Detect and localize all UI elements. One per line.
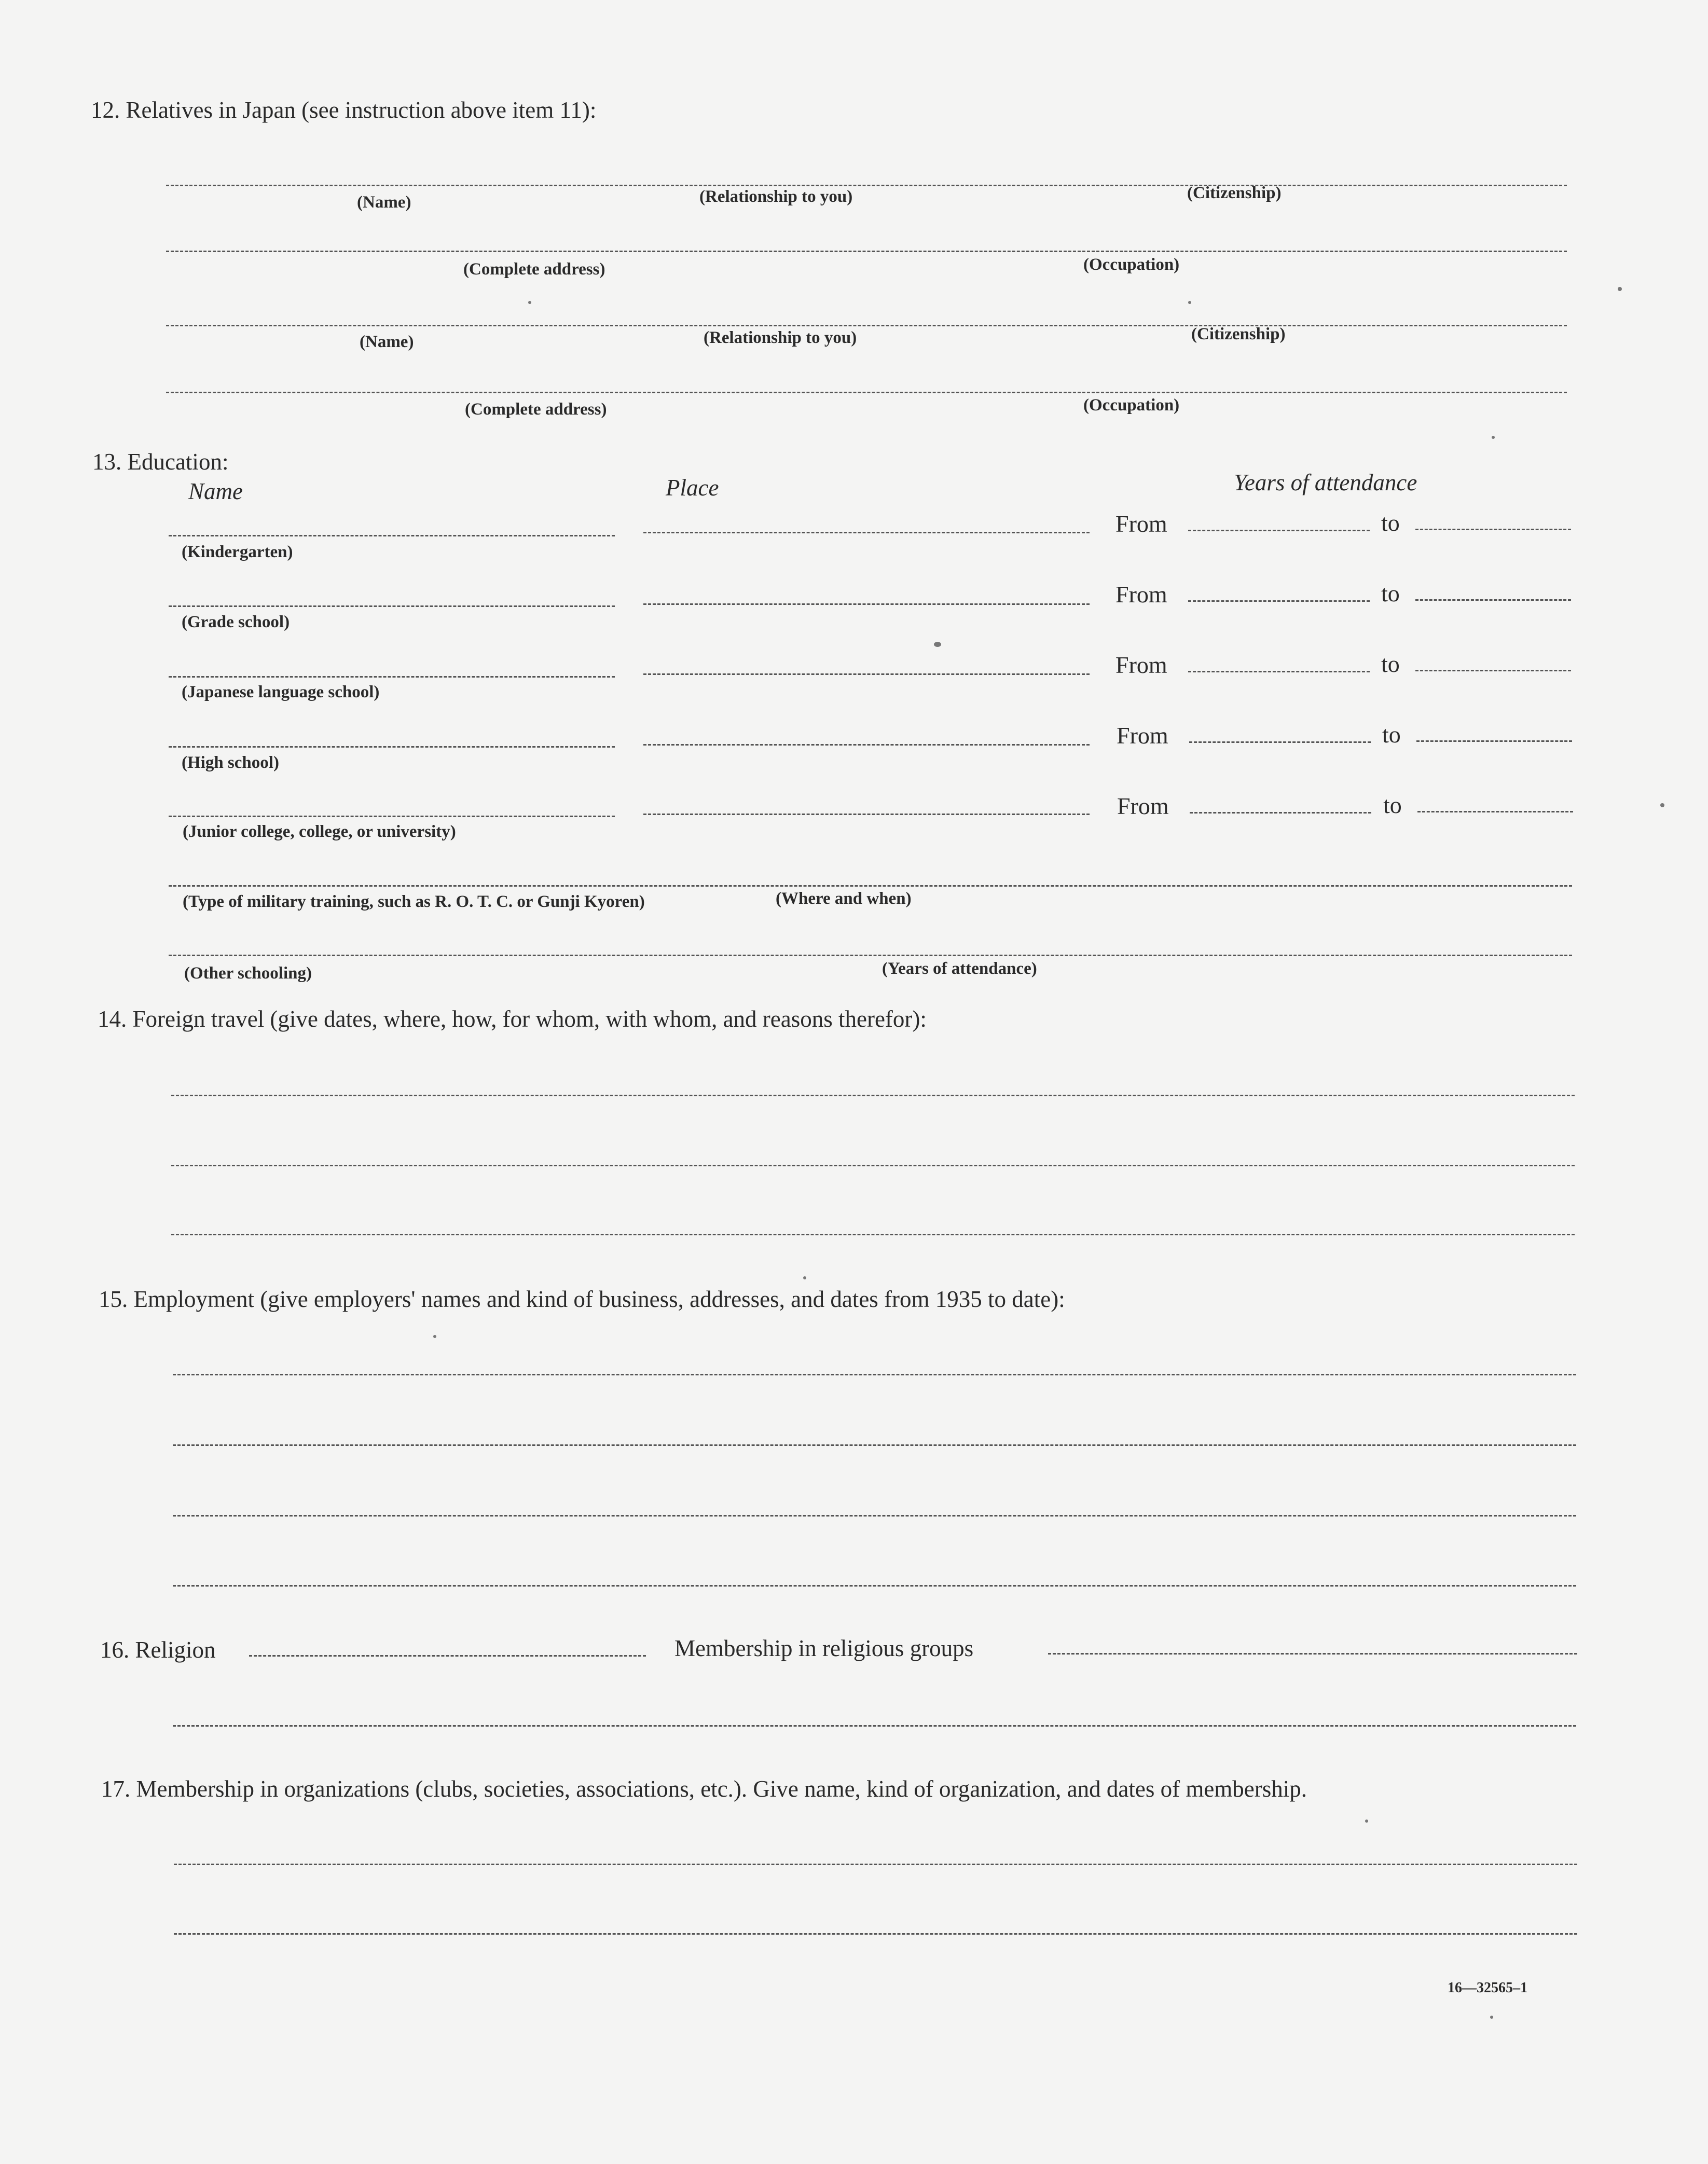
paper-speck <box>1365 1820 1368 1823</box>
relative2-address-caption: (Complete address) <box>465 400 607 419</box>
kindergarten-to-label: to <box>1381 509 1400 536</box>
high-school-place-line[interactable] <box>643 744 1090 746</box>
relative2-name-caption: (Name) <box>360 333 414 351</box>
other-schooling-line[interactable] <box>169 955 1572 956</box>
japanese-school-caption: (Japanese language school) <box>182 683 380 701</box>
religious-membership-label: Membership in religious groups <box>674 1635 974 1661</box>
relative2-citizenship-caption: (Citizenship) <box>1191 325 1286 343</box>
employment-line-4[interactable] <box>173 1585 1576 1587</box>
relative2-address-line[interactable] <box>166 392 1567 393</box>
foreign-travel-line-3[interactable] <box>171 1234 1575 1235</box>
item12-heading: 12. Relatives in Japan (see instruction above item 11): <box>91 97 597 123</box>
relative1-occupation-caption: (Occupation) <box>1083 255 1180 274</box>
relative1-address-caption: (Complete address) <box>463 260 605 279</box>
employment-line-2[interactable] <box>173 1444 1576 1446</box>
foreign-travel-line-2[interactable] <box>171 1165 1575 1166</box>
relative1-name-line[interactable] <box>166 185 1567 186</box>
kindergarten-place-line[interactable] <box>643 532 1090 533</box>
item13-heading: 13. Education: <box>92 449 229 475</box>
grade-school-name-line[interactable] <box>169 605 615 607</box>
kindergarten-from-label: From <box>1115 511 1167 537</box>
religion-extra-line[interactable] <box>173 1725 1576 1727</box>
paper-speck <box>433 1335 436 1338</box>
grade-school-to-line[interactable] <box>1415 599 1571 601</box>
relative1-address-line[interactable] <box>166 251 1567 252</box>
organizations-line-2[interactable] <box>174 1933 1577 1935</box>
organizations-line-1[interactable] <box>174 1864 1577 1865</box>
foreign-travel-line-1[interactable] <box>171 1095 1575 1096</box>
grade-school-to-label: to <box>1381 580 1400 607</box>
japanese-school-to-label: to <box>1381 651 1400 677</box>
japanese-school-from-label: From <box>1115 652 1167 678</box>
college-caption: (Junior college, college, or university) <box>183 822 456 841</box>
college-from-line[interactable] <box>1190 812 1371 814</box>
college-to-label: to <box>1383 792 1402 818</box>
grade-school-caption: (Grade school) <box>182 613 290 631</box>
high-school-caption: (High school) <box>182 753 279 772</box>
military-training-line[interactable] <box>169 885 1572 887</box>
relative1-relationship-caption: (Relationship to you) <box>699 187 853 206</box>
paper-speck <box>934 642 941 647</box>
item15-heading: 15. Employment (give employers' names and kind of business, addresses, and dates from 1935 to date): <box>99 1286 1065 1312</box>
kindergarten-to-line[interactable] <box>1415 529 1571 530</box>
form-number: 16—32565–1 <box>1448 1980 1527 1996</box>
relative2-relationship-caption: (Relationship to you) <box>704 328 857 347</box>
paper-speck <box>803 1276 806 1279</box>
paper-speck <box>1188 301 1191 304</box>
high-school-to-label: to <box>1382 721 1401 748</box>
item14-heading: 14. Foreign travel (give dates, where, how, for whom, with whom, and reasons therefor): <box>98 1006 927 1032</box>
religion-line[interactable] <box>249 1655 646 1657</box>
paper-speck <box>1492 436 1495 439</box>
college-name-line[interactable] <box>169 816 615 817</box>
employment-line-1[interactable] <box>173 1374 1576 1375</box>
other-schooling-years-caption: (Years of attendance) <box>882 959 1037 978</box>
japanese-school-from-line[interactable] <box>1188 671 1370 672</box>
other-schooling-caption: (Other schooling) <box>184 964 312 983</box>
kindergarten-from-line[interactable] <box>1188 530 1370 531</box>
college-from-label: From <box>1117 793 1169 819</box>
japanese-school-place-line[interactable] <box>643 673 1090 675</box>
high-school-from-line[interactable] <box>1189 741 1371 743</box>
employment-line-3[interactable] <box>173 1515 1576 1517</box>
high-school-name-line[interactable] <box>169 746 615 748</box>
japanese-school-to-line[interactable] <box>1415 670 1571 671</box>
item17-heading: 17. Membership in organizations (clubs, societies, associations, etc.). Give name, kind of organization, and dates of membership. <box>101 1776 1307 1802</box>
grade-school-from-label: From <box>1115 581 1167 608</box>
education-years-column-header: Years of attendance <box>1234 470 1417 495</box>
military-training-caption: (Type of military training, such as R. O. T. C. or Gunji Kyoren) <box>183 892 645 911</box>
grade-school-place-line[interactable] <box>643 603 1090 605</box>
paper-speck <box>1618 287 1622 291</box>
paper-speck <box>528 301 531 304</box>
kindergarten-name-line[interactable] <box>169 535 615 536</box>
religious-membership-line[interactable] <box>1048 1653 1577 1655</box>
grade-school-from-line[interactable] <box>1188 600 1370 602</box>
military-where-when-caption: (Where and when) <box>776 889 912 908</box>
kindergarten-caption: (Kindergarten) <box>182 543 293 561</box>
high-school-to-line[interactable] <box>1416 740 1572 742</box>
japanese-school-name-line[interactable] <box>169 676 615 678</box>
relative1-citizenship-caption: (Citizenship) <box>1187 184 1282 202</box>
education-name-column-header: Name <box>188 478 243 504</box>
relative2-occupation-caption: (Occupation) <box>1083 396 1180 415</box>
relative1-name-caption: (Name) <box>357 193 411 212</box>
education-place-column-header: Place <box>666 475 719 501</box>
paper-speck <box>1490 2016 1493 2019</box>
high-school-from-label: From <box>1117 722 1168 749</box>
paper-speck <box>1660 803 1664 807</box>
college-to-line[interactable] <box>1417 811 1573 812</box>
relative2-name-line[interactable] <box>166 325 1567 326</box>
item16-religion-label: 16. Religion <box>100 1637 216 1663</box>
college-place-line[interactable] <box>643 814 1090 815</box>
